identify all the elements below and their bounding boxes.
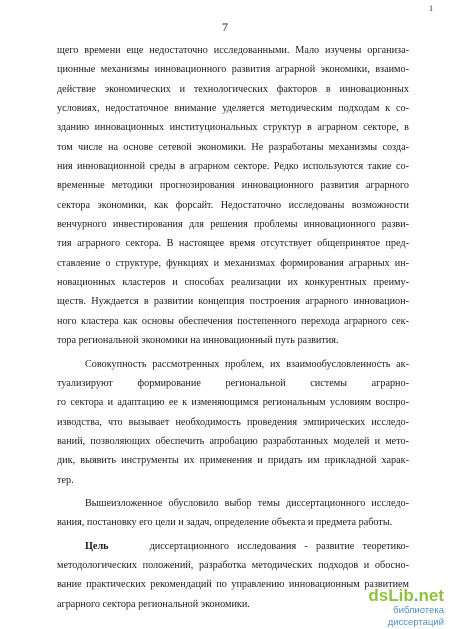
text-line: тер. xyxy=(57,474,74,486)
text-line: условиях, недостаточное внимание уделяется методическим подходам к со- xyxy=(57,103,409,115)
logo-main-text: dsLib xyxy=(368,586,414,605)
text-line: изводства, что вызывает необходимость проведения эмпирических исследо- xyxy=(57,416,409,428)
text-line: ного кластера как основы обеспечения постепенного перехода аграрного сек- xyxy=(57,315,409,327)
dslib-watermark xyxy=(340,586,444,629)
text-line xyxy=(57,537,409,556)
text-line: го сектора и адаптацию ее к изменяющимся региональным условиям воспро- xyxy=(57,397,409,409)
text-line: дик, выявить инструменты их применения и придать им прикладной харак- xyxy=(57,455,409,467)
page-number: 7 xyxy=(222,20,228,34)
text-line: Вышеизложенное обусловило выбор темы диссертационного исследо- xyxy=(85,497,409,509)
text-line: ществ. Нуждается в развитии концепция построения аграрного инновацион- xyxy=(57,296,409,308)
text-line: методологических положений, разработка методических подходов и обосно- xyxy=(57,559,409,571)
body-text xyxy=(57,41,409,614)
text-line: венчурного инвестирования для решения проблемы инновационного разви- xyxy=(57,219,409,231)
text-line: Совокупность рассмотренных проблем, их взаимообусловленность ак- xyxy=(85,358,409,370)
logo-dot: . xyxy=(413,586,419,605)
text-line: аграрного сектора региональной экономики. xyxy=(57,598,250,610)
text-line: сектора экономики, как форсайт. Недостаточно исследованы возможности xyxy=(57,199,409,211)
text-line: вания, постановку его цели и задач, определение объекта и предмета работы. xyxy=(57,517,393,529)
goal-lead-word: Цель xyxy=(85,540,109,552)
watermark-subtitle: библиотека диссертаций xyxy=(387,605,444,628)
text-line: тия аграрного сектора. В настоящее время отсутствует общепринятое пред- xyxy=(57,238,409,250)
text-line: зданию инновационных институциональных структур в аграрном секторе, в xyxy=(57,122,409,134)
text-line: ния инновационной среды в аграрном секторе. Редко используются такие со- xyxy=(57,161,409,173)
text-line: ставление о структуре, функциях и механизмах формирования аграрных ин- xyxy=(57,257,409,269)
goal-first-line: диссертационного исследования - развитие теоретико- xyxy=(149,540,409,552)
text-line: новационных кластеров и способах реализации их конкурентных преиму- xyxy=(57,277,409,289)
text-line: временные методики прогнозирования инновационного развития аграрного xyxy=(57,180,409,192)
text-line: вание практических рекомендаций по управлению инновационным развитием xyxy=(57,579,409,591)
text-line: ваний, позволяющих обеспечить апробацию разработанных моделей и мето- xyxy=(57,435,409,447)
paragraph-topic xyxy=(57,494,409,533)
text-line: тора региональной экономики на инновационный путь развития. xyxy=(57,335,339,347)
paragraph-relevance xyxy=(57,355,409,490)
text-line: щего времени еще недостаточно исследованными. Мало изучены организа- xyxy=(57,45,409,56)
dslib-logo xyxy=(340,586,444,605)
logo-tld-text: net xyxy=(418,586,444,605)
corner-mark: 1 xyxy=(429,4,433,13)
paragraph-problems xyxy=(57,41,409,351)
text-line: ционные механизмы инновационного развития аграрной экономики, взаимо- xyxy=(57,64,409,76)
text-line: действие экономических и технологических факторов в инновационных xyxy=(57,83,409,95)
text-line: том числе на основе сетевой экономики. Не разработаны механизмы созда- xyxy=(57,141,409,153)
text-line: туализируют формирование региональной системы аграрно- xyxy=(57,377,409,389)
